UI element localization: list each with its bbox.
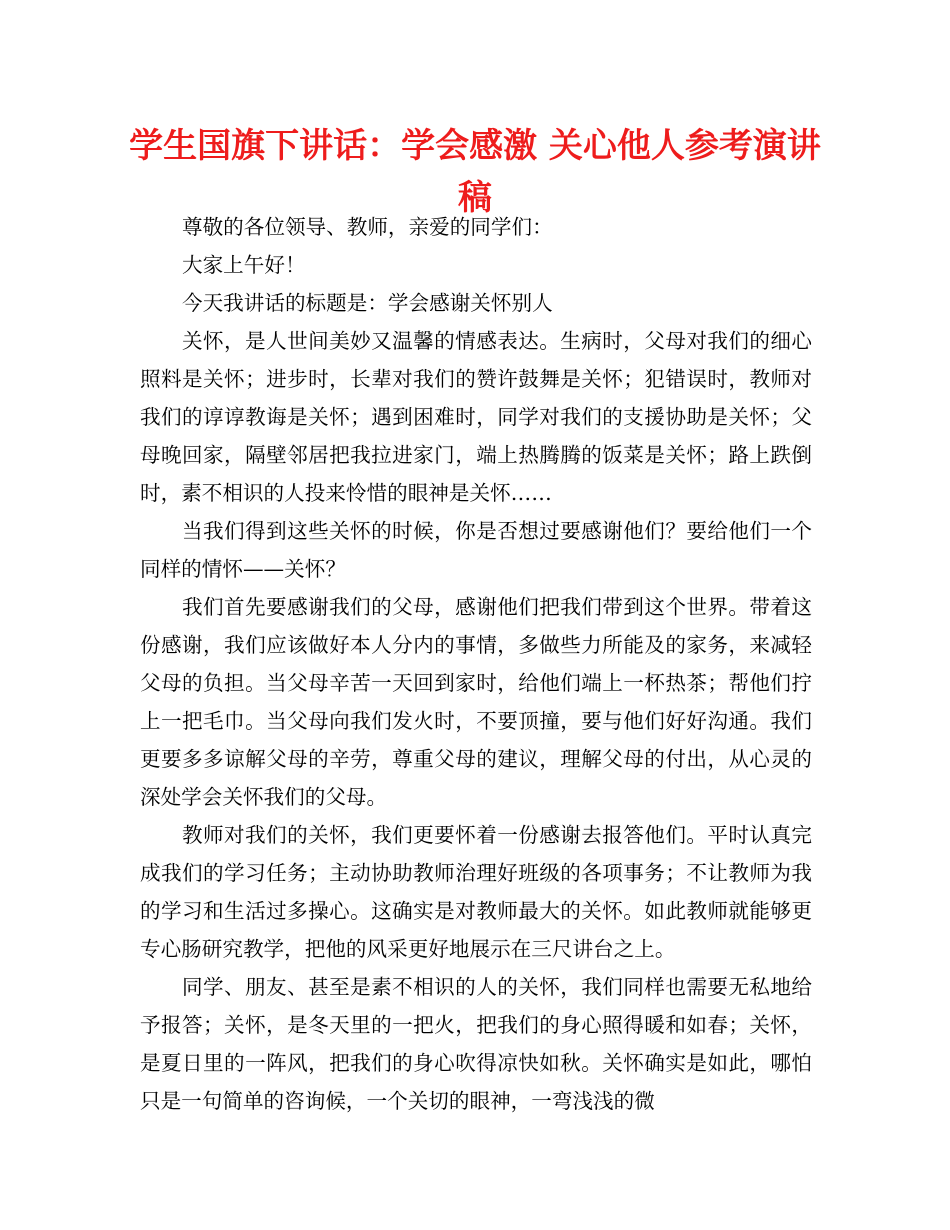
topic-paragraph: 今天我讲话的标题是：学会感谢关怀别人 [182, 291, 553, 315]
body-paragraph: 当我们得到这些关怀的时候，你是否想过要感谢他们？要给他们一个同样的情怀——关怀？ [140, 519, 812, 581]
document-title: 学生国旗下讲话：学会感激 关心他人参考演讲稿 [129, 126, 821, 218]
document-body [140, 208, 812, 1120]
body-paragraph: 同学、朋友、甚至是素不相识的人的关怀，我们同样也需要无私地给予报答；关怀，是冬天里的一把火，把我们的身心照得暖和如春；关怀，是夏日里的一阵风，把我们的身心吹得凉快如秋。关怀确实是如此，哪怕只是一句简单的咨询候，一个关切的眼神，一弯浅浅的微 [140, 975, 812, 1113]
greeting-paragraph: 大家上午好！ [182, 253, 306, 277]
salutation-paragraph: 尊敬的各位领导、教师，亲爱的同学们： [182, 215, 553, 239]
body-paragraph: 我们首先要感谢我们的父母，感谢他们把我们带到这个世界。带着这份感谢，我们应该做好本人分内的事情，多做些力所能及的家务，来减轻父母的负担。当父母辛苦一天回到家时，给他们端上一杯热茶；帮他们拧上一把毛巾。当父母向我们发火时，不要顶撞，要与他们好好沟通。我们更要多多谅解父母的辛劳，尊重父母的建议，理解父母的付出，从心灵的深处学会关怀我们的父母。 [140, 595, 812, 809]
body-paragraph: 教师对我们的关怀，我们更要怀着一份感谢去报答他们。平时认真完成我们的学习任务；主动协助教师治理好班级的各项事务；不让教师为我的学习和生活过多操心。这确实是对教师最大的关怀。如此教师就能够更专心肠研究教学，把他的风采更好地展示在三尺讲台之上。 [140, 823, 812, 961]
body-paragraph: 关怀，是人世间美妙又温馨的情感表达。生病时，父母对我们的细心照料是关怀；进步时，长辈对我们的赞许鼓舞是关怀；犯错误时，教师对我们的谆谆教诲是关怀；遇到困难时，同学对我们的支援协助是关怀；父母晚回家，隔壁邻居把我拉进家门，端上热腾腾的饭菜是关怀；路上跌倒时，素不相识的人投来怜惜的眼神是关怀…… [140, 329, 812, 505]
